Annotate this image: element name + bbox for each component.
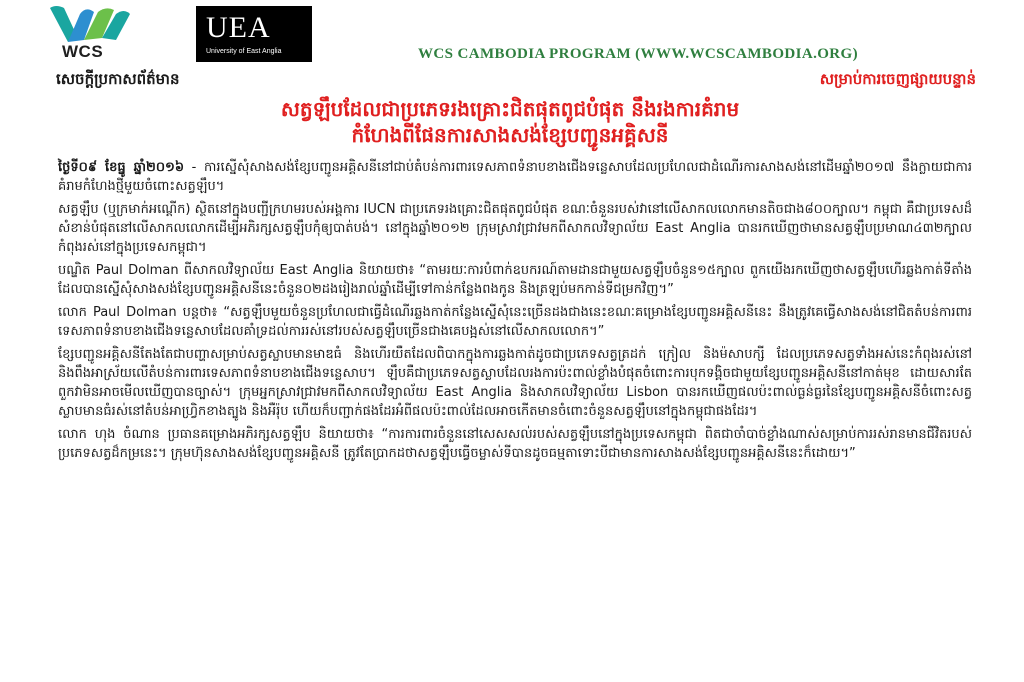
article-body xyxy=(58,158,972,467)
press-release-label: សេចក្តីប្រកាសព័ត៌មាន xyxy=(56,70,180,88)
uea-logo xyxy=(196,6,312,62)
paragraph: លោក ហុង ចំណាន ប្រធានគម្រោងអភិរក្សសត្វឡឹប និយាយថា៖ “ការការពារចំនួននៅសេសសល់របស់សត្វឡឹបនៅក្នុងប្រទេសកម្ពុជា ពិតជាចាំបាច់ខ្លាំងណាស់សម្រាប់ការរស់រានមានជីវិតរបស់ប្រភេទសត្វដ៏កម្រនេះ។ ក្រុមហ៊ុនសាងសង់ខ្សែបញ្ជូនអគ្គិសនី ត្រូវតែប្រាកដថាសត្វឡឹបធ្វើចម្លាស់ទីបានដូចធម្មតាទោះបីជាមានការសាងសង់ខ្សែបញ្ជូនអគ្គិសនីនេះក៏ដោយ។” xyxy=(58,427,972,461)
headline xyxy=(60,96,960,148)
headline-line-2: កំហែងពីផែនការសាងសង់ខ្សែបញ្ជូនអគ្គិសនី xyxy=(351,123,669,147)
wcs-logo-text: WCS xyxy=(62,42,104,61)
paragraph: លោក Paul Dolman បន្តថា៖ “សត្វឡឹបមួយចំនួនប្រហែលជាធ្វើដំណើរឆ្លងកាត់កន្លែងស្នើសុំនេះច្រើនដងជាងនេះខណៈគម្រោងខ្សែបញ្ជូនអគ្គិសនីនេះ នឹងត្រូវគេធ្វើសាងសង់នៅជិតតំបន់ការពារទេសភាពទំនាបខាងជើងទន្លេសាបដែលគាំទ្រដល់ការរស់នៅរបស់សត្វឡឹបច្រើនជាងគេបង្អស់នៅលើសាកលលោក។” xyxy=(58,305,972,339)
paragraph xyxy=(58,158,972,196)
release-date: ថ្ងៃទី០៩ ខែធ្នូ ឆ្នាំ២០១៦ xyxy=(58,160,185,175)
paragraph: សត្វឡឹប (ឬក្រមាក់អណ្តើក) ស្ថិតនៅក្នុងបញ្ជីក្រហមរបស់អង្គការ IUCN ជាប្រភេទរងគ្រោះជិតផុតពូជបំផុត ខណៈចំនួនរបស់វានៅលើសាកលលោកមានតិចជាង៨០០ក្បាល។ កម្ពុជា គឺជាប្រទេសដ៏សំខាន់បំផុតនៅលើសាកលលោកដើម្បីអភិរក្សសត្វឡឹបកុំឲ្យបាត់បង់។ នៅក្នុងឆ្នាំ២០១២ ក្រុមស្រាវជ្រាវមកពីសាកលវិទ្យាល័យ East Anglia បានរកឃើញថាមានសត្វឡឹបប្រមាណ៤៣២ក្បាលកំពុងរស់នៅក្នុងប្រទេសកម្ពុជា។ xyxy=(58,202,972,255)
uea-logo-mark: UEA xyxy=(206,11,271,44)
immediate-release-label: សម្រាប់ការចេញផ្សាយបន្ទាន់ xyxy=(819,70,976,88)
program-title: WCS CAMBODIA PROGRAM (WWW.WCSCAMBODIA.ORG) xyxy=(418,46,859,62)
paragraph: បណ្ឌិត Paul Dolman ពីសាកលវិទ្យាល័យ East Anglia និយាយថា៖ “តាមរយៈការបំពាក់ឧបករណ៍តាមដានជាមួយសត្វឡឹបចំនួន១៥ក្បាល ពួកយើងរកឃើញថាសត្វឡឹបហើរឆ្លងកាត់ទីតាំងដែលបានស្នើសុំសាងសង់ខ្សែបញ្ជូនអគ្គិសនីនេះចំនួន០២ដងរៀងរាល់ឆ្នាំដើម្បីទៅកាន់កន្លែងពងកូន និងត្រឡប់មកកាន់ទីជម្រកវិញ។” xyxy=(58,263,972,297)
headline-line-1: សត្វឡឹបដែលជាប្រភេទរងគ្រោះជិតផុតពូជបំផុត នឹងរងការគំរាម xyxy=(280,97,740,121)
header xyxy=(0,0,1024,70)
uea-logo-subtitle: University of East Anglia xyxy=(206,48,282,55)
paragraph: ខ្សែបញ្ជូនអគ្គិសនីតែងតែជាបញ្ហាសម្រាប់សត្វស្លាបមានមាឌធំ និងហើរយឺតដែលពិបាកក្នុងការឆ្លងកាត់ដូចជាប្រភេទសត្វត្រដក់ ក្រៀល និងម៉សាបក្សី ដែលប្រភេទសត្វទាំងអស់នេះកំពុងរស់នៅ និងពឹងអាស្រ័យលើតំបន់ការពារទេសភាពទំនាបខាងជើងទន្លេសាប។ ឡឹបគឺជាប្រភេទសត្វស្លាបដែលរងការប៉ះពាល់ខ្លាំងបំផុតចំពោះការបុកទង្គិចជាមួយខ្សែបញ្ជូនអគ្គិសនីនៅកាត់មុខ ដោយសារតែពួកវាមិនអាចមើលឃើញបានច្បាស់។ ក្រុមអ្នកស្រាវជ្រាវមកពីសាកលវិទ្យាល័យ East Anglia និងសាកលវិទ្យាល័យ Lisbon បានរកឃើញផលប៉ះពាល់ធ្ងន់ធ្ងរនៃខ្សែបញ្ជូនអគ្គិសនីចំពោះសត្វស្លាបមានធំរស់នៅតំបន់អាហ្វ្រិកខាងត្បូង និងអឺរ៉ុប ហើយក៏បញ្ជាក់ផងដែរអំពីផលប៉ះពាល់ដែលអាចកើតមានចំពោះចំនួនសត្វឡឹបនៅក្នុងកម្ពុជាផងដែរ។ xyxy=(58,347,972,419)
release-bar xyxy=(56,70,976,92)
paragraph-text: - ការស្នើសុំសាងសង់ខ្សែបញ្ជូនអគ្គិសនីនៅជាប់តំបន់ការពារទេសភាពទំនាបខាងជើងទន្លេសាបដែលប្រហែលជាដំណើរការសាងសង់នៅដើមឆ្នាំ២០១៧ នឹងក្លាយជាការគំរាមកំហែងថ្មីមួយចំពោះសត្វឡឹប។ xyxy=(58,160,972,194)
